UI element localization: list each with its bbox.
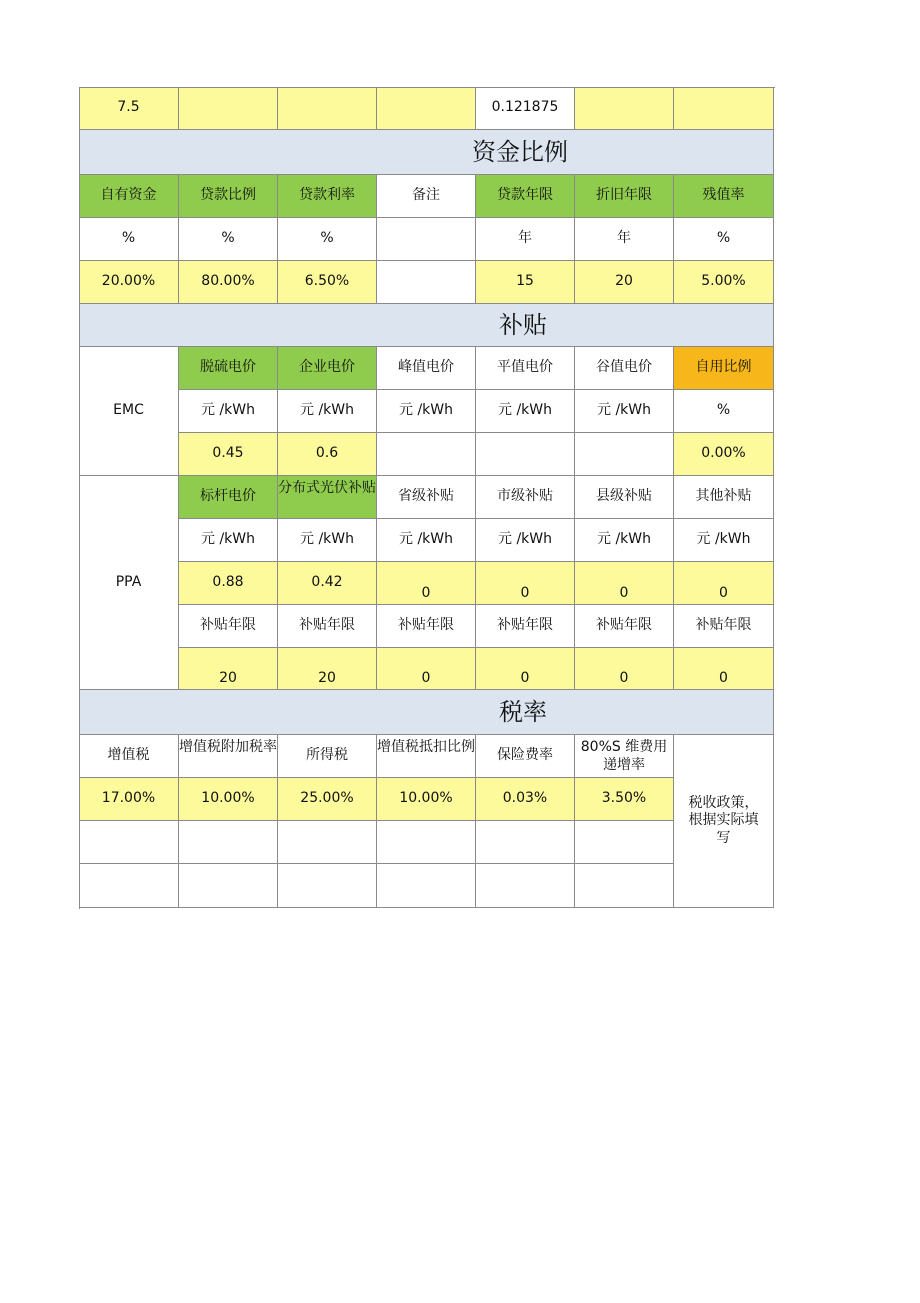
capital-header: 自有资金 xyxy=(79,175,179,218)
ppa-value[interactable]: 0 xyxy=(674,562,774,605)
tax-value[interactable]: 10.00% xyxy=(179,778,278,821)
ppa-year-header: 补贴年限 xyxy=(377,605,476,648)
top-cell-5[interactable]: 0.121875 xyxy=(476,87,575,130)
ppa-value[interactable]: 0.42 xyxy=(278,562,377,605)
emc-value[interactable] xyxy=(476,433,575,476)
capital-unit: % xyxy=(278,218,377,261)
capital-unit xyxy=(377,218,476,261)
empty-cell[interactable] xyxy=(79,864,179,908)
tax-value[interactable]: 10.00% xyxy=(377,778,476,821)
ppa-header: 省级补贴 xyxy=(377,476,476,519)
capital-value[interactable]: 80.00% xyxy=(179,261,278,304)
capital-value[interactable] xyxy=(377,261,476,304)
top-cell-1[interactable]: 7.5 xyxy=(79,87,179,130)
emc-unit: 元 /kWh xyxy=(377,390,476,433)
ppa-value[interactable]: 0 xyxy=(476,562,575,605)
capital-value[interactable]: 15 xyxy=(476,261,575,304)
capital-value[interactable]: 6.50% xyxy=(278,261,377,304)
tax-header: 增值税附加税率 xyxy=(179,735,278,778)
emc-value[interactable]: 0.6 xyxy=(278,433,377,476)
capital-unit: 年 xyxy=(575,218,674,261)
ppa-value[interactable]: 0.88 xyxy=(179,562,278,605)
empty-cell[interactable] xyxy=(476,864,575,908)
top-cell-7[interactable] xyxy=(674,87,774,130)
emc-label: EMC xyxy=(79,347,179,476)
emc-header: 平值电价 xyxy=(476,347,575,390)
top-cell-6[interactable] xyxy=(575,87,674,130)
ppa-header: 其他补贴 xyxy=(674,476,774,519)
emc-header: 自用比例 xyxy=(674,347,774,390)
capital-unit: 年 xyxy=(476,218,575,261)
capital-value[interactable]: 20 xyxy=(575,261,674,304)
capital-header: 残值率 xyxy=(674,175,774,218)
tax-section-title: 税率 xyxy=(79,690,774,735)
empty-cell[interactable] xyxy=(79,821,179,864)
ppa-year-value[interactable]: 0 xyxy=(377,648,476,690)
tax-header: 保险费率 xyxy=(476,735,575,778)
emc-value[interactable] xyxy=(575,433,674,476)
top-cell-4[interactable] xyxy=(377,87,476,130)
emc-unit: 元 /kWh xyxy=(575,390,674,433)
empty-cell[interactable] xyxy=(278,864,377,908)
emc-header: 谷值电价 xyxy=(575,347,674,390)
empty-cell[interactable] xyxy=(575,864,674,908)
emc-header: 企业电价 xyxy=(278,347,377,390)
ppa-year-header: 补贴年限 xyxy=(179,605,278,648)
capital-header: 备注 xyxy=(377,175,476,218)
tax-value[interactable]: 0.03% xyxy=(476,778,575,821)
capital-unit: % xyxy=(674,218,774,261)
capital-value[interactable]: 20.00% xyxy=(79,261,179,304)
emc-unit: % xyxy=(674,390,774,433)
tax-value[interactable]: 17.00% xyxy=(79,778,179,821)
emc-unit: 元 /kWh xyxy=(179,390,278,433)
capital-header: 贷款利率 xyxy=(278,175,377,218)
empty-cell[interactable] xyxy=(179,864,278,908)
ppa-label: PPA xyxy=(79,476,179,690)
emc-header: 脱硫电价 xyxy=(179,347,278,390)
capital-unit: % xyxy=(79,218,179,261)
emc-value[interactable] xyxy=(377,433,476,476)
subsidy-section-title: 补贴 xyxy=(79,304,774,347)
emc-value[interactable]: 0.00% xyxy=(674,433,774,476)
ppa-value[interactable]: 0 xyxy=(575,562,674,605)
ppa-header: 分布式光伏补贴 xyxy=(278,476,377,519)
ppa-year-value[interactable]: 20 xyxy=(179,648,278,690)
empty-cell[interactable] xyxy=(476,821,575,864)
empty-cell[interactable] xyxy=(179,821,278,864)
ppa-year-value[interactable]: 0 xyxy=(674,648,774,690)
emc-unit: 元 /kWh xyxy=(278,390,377,433)
ppa-unit: 元 /kWh xyxy=(674,519,774,562)
top-cell-2[interactable] xyxy=(179,87,278,130)
top-cell-3[interactable] xyxy=(278,87,377,130)
tax-value[interactable]: 3.50% xyxy=(575,778,674,821)
ppa-year-header: 补贴年限 xyxy=(278,605,377,648)
ppa-value[interactable]: 0 xyxy=(377,562,476,605)
ppa-header: 市级补贴 xyxy=(476,476,575,519)
ppa-header: 县级补贴 xyxy=(575,476,674,519)
empty-cell[interactable] xyxy=(377,821,476,864)
ppa-year-value[interactable]: 20 xyxy=(278,648,377,690)
ppa-unit: 元 /kWh xyxy=(179,519,278,562)
empty-cell[interactable] xyxy=(377,864,476,908)
emc-header: 峰值电价 xyxy=(377,347,476,390)
empty-cell[interactable] xyxy=(575,821,674,864)
ppa-year-header: 补贴年限 xyxy=(476,605,575,648)
tax-note: 税收政策，根据实际填写 xyxy=(674,735,774,908)
tax-header: 所得税 xyxy=(278,735,377,778)
capital-header: 贷款年限 xyxy=(476,175,575,218)
ppa-year-header: 补贴年限 xyxy=(575,605,674,648)
ppa-unit: 元 /kWh xyxy=(278,519,377,562)
ppa-header: 标杆电价 xyxy=(179,476,278,519)
capital-section-title: 资金比例 xyxy=(79,130,774,175)
ppa-unit: 元 /kWh xyxy=(476,519,575,562)
tax-header: 增值税 xyxy=(79,735,179,778)
capital-header: 贷款比例 xyxy=(179,175,278,218)
ppa-unit: 元 /kWh xyxy=(575,519,674,562)
empty-cell[interactable] xyxy=(278,821,377,864)
emc-value[interactable]: 0.45 xyxy=(179,433,278,476)
emc-unit: 元 /kWh xyxy=(476,390,575,433)
tax-header: 80%S 维费用递增率 xyxy=(575,735,674,778)
capital-unit: % xyxy=(179,218,278,261)
capital-value[interactable]: 5.00% xyxy=(674,261,774,304)
tax-header: 增值税抵扣比例 xyxy=(377,735,476,778)
ppa-unit: 元 /kWh xyxy=(377,519,476,562)
ppa-year-value[interactable]: 0 xyxy=(476,648,575,690)
tax-value[interactable]: 25.00% xyxy=(278,778,377,821)
ppa-year-header: 补贴年限 xyxy=(674,605,774,648)
ppa-year-value[interactable]: 0 xyxy=(575,648,674,690)
capital-header: 折旧年限 xyxy=(575,175,674,218)
